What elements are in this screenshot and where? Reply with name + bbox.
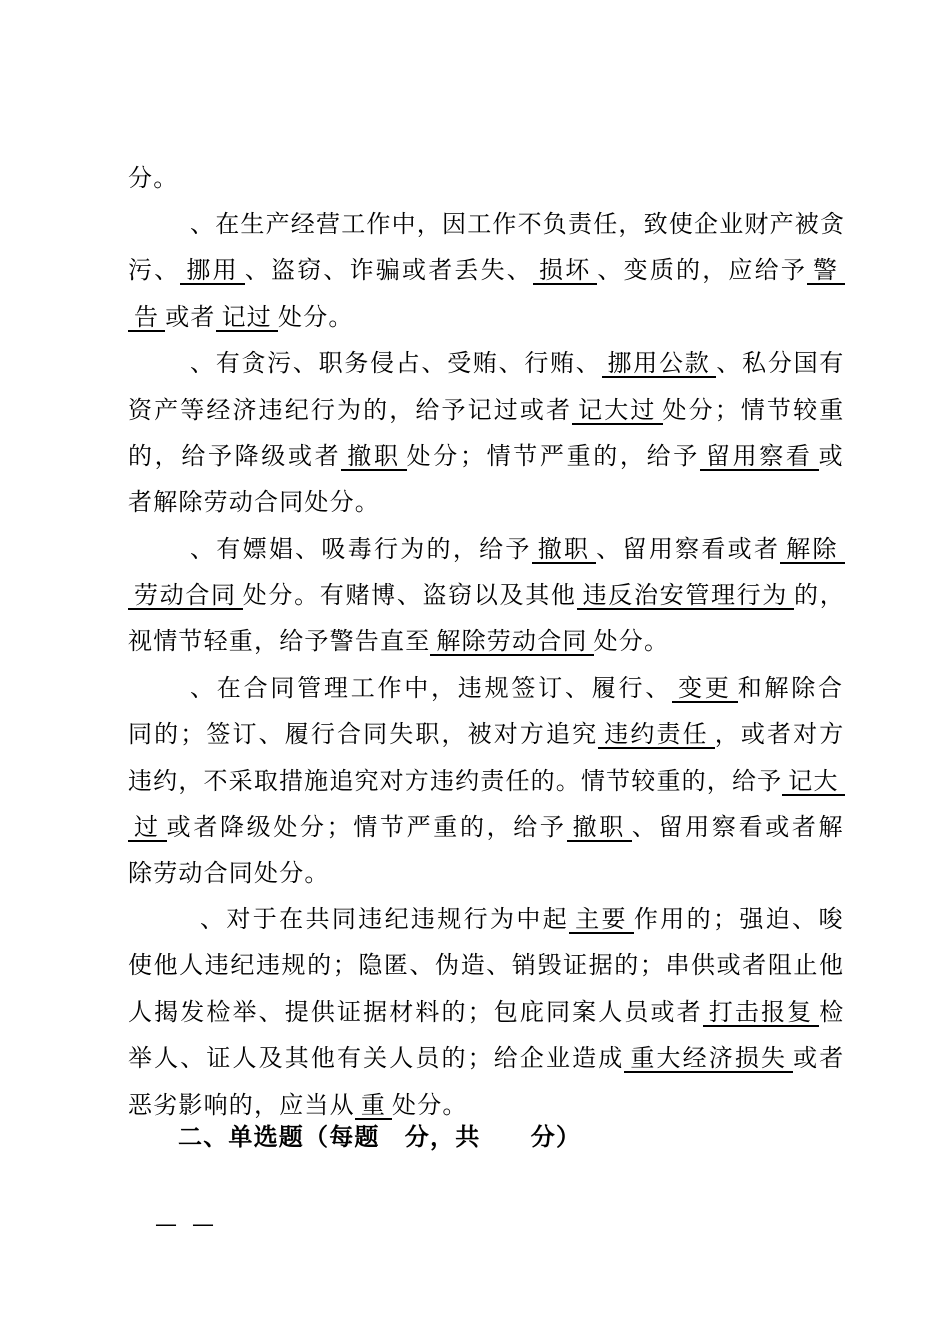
text-segment: 处分；情节严重的，给予 (406, 442, 700, 470)
text-line (128, 1090, 468, 1120)
text-segment: 者解除劳动合同处分。 (128, 488, 380, 516)
underlined-answer: 重 (355, 1092, 392, 1120)
text-segment: 处分。 (593, 627, 670, 655)
text-line (128, 858, 330, 888)
text-segment: 、盗窃、诈骗或者丢失、 (244, 256, 534, 284)
text-line (190, 348, 845, 378)
text-line (190, 209, 845, 239)
underlined-answer: 记过 (216, 304, 278, 332)
section-heading: 二、单选题（每题 分，共 分） (178, 1122, 582, 1151)
underlined-answer: 挪用公款 (602, 350, 717, 378)
text-segment: 、变质的，应给予 (597, 256, 808, 284)
underlined-answer: 撤职 (567, 814, 632, 842)
text-segment: 、在合同管理工作中，违规签订、履行、 (190, 674, 673, 702)
text-segment: 举人、证人及其他有关人员的；给企业造成 (128, 1044, 625, 1072)
text-segment: 违约，不采取措施追究对方违约责任的。情节较重的，给予 (128, 767, 783, 795)
underlined-answer: 过 (128, 814, 167, 842)
underlined-answer: 留用察看 (700, 443, 819, 471)
text-segment: 、留用察看或者解 (631, 813, 846, 841)
underlined-answer: 损坏 (533, 257, 597, 285)
text-segment: 人揭发检举、提供证据材料的；包庇同案人员或者 (128, 998, 703, 1026)
text-segment: 、在生产经营工作中，因工作不负责任，致使企业财产被贪 (190, 210, 846, 238)
underlined-answer: 解除 (780, 536, 845, 564)
underlined-answer: 重大经济损失 (624, 1045, 793, 1073)
underlined-answer: 告 (128, 304, 165, 332)
text-segment: 、留用察看或者 (596, 535, 781, 563)
text-segment: 检 (819, 998, 846, 1026)
text-segment: 污、 (128, 256, 181, 284)
text-line (128, 395, 845, 425)
text-line (128, 812, 845, 842)
underlined-answer: 警 (807, 257, 845, 285)
underlined-answer: 主要 (569, 906, 634, 934)
text-line (128, 719, 845, 749)
text-line (128, 255, 845, 285)
text-segment: 的， (794, 581, 846, 609)
text-segment: 恶劣影响的，应当从 (128, 1091, 355, 1119)
text-line (128, 997, 845, 1027)
text-segment: 分。 (128, 164, 179, 192)
underlined-answer: 打击报复 (703, 999, 820, 1027)
text-line (128, 580, 845, 610)
text-line (190, 673, 845, 703)
text-segment: 或 (818, 442, 846, 470)
text-segment: 作用的；强迫、唆 (633, 905, 845, 933)
underlined-answer: 劳动合同 (128, 582, 243, 610)
text-segment: 处分；情节较重 (662, 396, 846, 424)
text-segment: 处分。有赌博、盗窃以及其他 (242, 581, 577, 609)
text-segment: 、对于在共同违纪违规行为中起 (200, 905, 570, 933)
underlined-answer: 撤职 (341, 443, 406, 471)
underlined-answer: 记大过 (572, 397, 662, 425)
text-segment: 资产等经济违纪行为的，给予记过或者 (128, 396, 573, 424)
text-segment: 同的；签订、履行合同失职，被对方追究 (128, 720, 599, 748)
text-line (128, 1043, 845, 1073)
text-line (128, 441, 845, 471)
text-segment: 或者 (793, 1044, 846, 1072)
text-segment: 或者降级处分；情节严重的，给予 (166, 813, 567, 841)
text-segment: 或者 (165, 303, 216, 331)
text-line (128, 950, 845, 980)
underlined-answer: 违反治安管理行为 (577, 582, 794, 610)
text-line (128, 626, 669, 656)
underlined-answer: 变更 (672, 675, 738, 703)
text-segment: 视情节轻重，给予警告直至 (128, 627, 431, 655)
text-segment: 、有嫖娼、吸毒行为的，给予 (190, 535, 532, 563)
underlined-answer: 记大 (782, 768, 844, 796)
text-line (128, 302, 354, 332)
page-number: — — (155, 1212, 218, 1237)
text-segment: 处分。 (392, 1091, 468, 1119)
underlined-answer: 撤职 (532, 536, 597, 564)
text-line (200, 904, 845, 934)
text-segment: 除劳动合同处分。 (128, 859, 330, 887)
text-segment: 和解除合 (737, 674, 845, 702)
text-segment: 使他人违纪违规的；隐匿、伪造、销毁证据的；串供或者阻止他 (128, 951, 845, 979)
underlined-answer: 违约责任 (598, 721, 715, 749)
text-segment: 处分。 (278, 303, 354, 331)
text-segment: 的，给予降级或者 (128, 442, 342, 470)
text-line (128, 163, 178, 193)
text-line (128, 487, 380, 517)
text-segment: ，或者对方 (714, 720, 846, 748)
underlined-answer: 挪用 (180, 257, 244, 285)
text-line (128, 766, 845, 796)
text-segment: 、私分国有 (716, 349, 846, 377)
text-line (190, 534, 845, 564)
text-segment: 、有贪污、职务侵占、受贿、行贿、 (190, 349, 602, 377)
underlined-answer: 解除劳动合同 (430, 628, 593, 656)
